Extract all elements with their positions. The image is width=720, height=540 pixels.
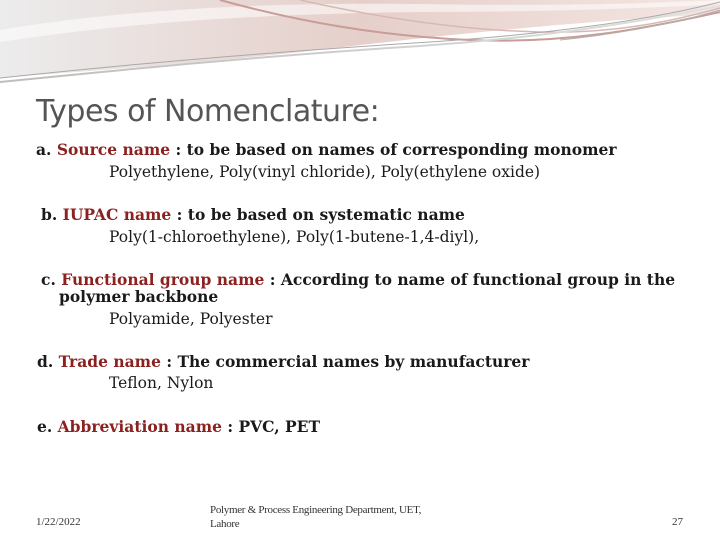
footer-department <box>210 503 421 531</box>
item-description: : The commercial names by manufacturer <box>160 352 530 371</box>
item-description: : to be based on names of corresponding monomer <box>170 140 617 159</box>
footer-date: 1/22/2022 <box>36 516 81 528</box>
item-description-continued: polymer backbone <box>59 287 219 306</box>
item-examples-iupac: Poly(1-chloroethylene), Poly(1-butene-1,4-diyl), <box>109 228 480 246</box>
footer-department-line1: Polymer & Process Engineering Department, UET, <box>210 504 422 516</box>
item-prefix: e. <box>37 417 58 436</box>
item-term: Functional group name <box>61 270 265 289</box>
item-examples-functional-group: Polyamide, Polyester <box>109 310 273 328</box>
slide-title: Types of Nomenclature: <box>36 94 380 129</box>
item-prefix: a. <box>36 140 57 159</box>
item-examples-trade: Teflon, Nylon <box>109 374 214 392</box>
page-number: 27 <box>672 516 683 528</box>
nomenclature-item-abbreviation <box>37 418 320 436</box>
nomenclature-item-iupac <box>41 206 465 224</box>
item-description: : PVC, PET <box>221 417 321 436</box>
nomenclature-item-source <box>36 141 617 159</box>
item-term: IUPAC name <box>62 205 172 224</box>
footer-department-line2: Lahore <box>210 518 240 530</box>
item-prefix: c. <box>41 270 62 289</box>
item-examples-source: Polyethylene, Poly(vinyl chloride), Poly(ethylene oxide) <box>109 163 541 181</box>
item-term: Abbreviation name <box>57 417 222 436</box>
item-term: Trade name <box>58 352 161 371</box>
item-term: Source name <box>56 140 171 159</box>
item-description: : According to name of functional group in the <box>264 270 676 289</box>
item-description: : to be based on systematic name <box>171 205 465 224</box>
item-prefix: b. <box>41 205 63 224</box>
item-prefix: d. <box>37 352 59 371</box>
nomenclature-item-trade <box>37 353 529 371</box>
